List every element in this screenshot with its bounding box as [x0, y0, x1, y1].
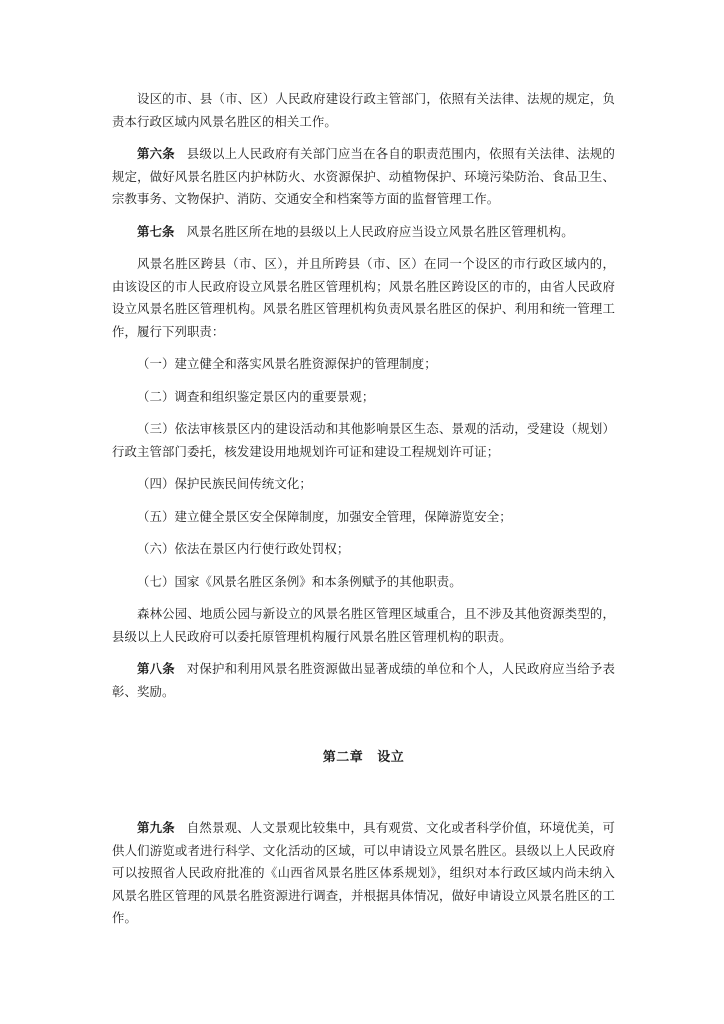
duty-text: （四）保护民族民间传统文化； [137, 476, 312, 491]
duty-item-1 [112, 353, 615, 376]
duty-item-2 [112, 386, 615, 409]
article-text: 风景名胜区所在地的县级以上人民政府应当设立风景名胜区管理机构。 [186, 223, 574, 239]
article-text: 县级以上人民政府有关部门应当在各自的职责范围内，依照有关法律、法规的规定，做好风景名胜区内护林防火、水资源保护、动植物保护、环境污染防治、食品卫生、宗教事务、文物保护、消防、交通安全和档案等方面的监督管理工作。 [112, 146, 615, 206]
duty-item-4 [112, 473, 615, 496]
chapter-heading [112, 747, 615, 769]
duty-item-6 [112, 538, 615, 561]
paragraph-text: 设区的市、县（市、区）人民政府建设行政主管部门，依照有关法律、法规的规定，负责本行政区域内风景名胜区的相关工作。 [112, 91, 615, 129]
duty-text: （六）依法在景区内行使行政处罚权； [137, 541, 350, 556]
article-label: 第八条 [137, 661, 175, 676]
paragraph-cross-region [112, 253, 615, 343]
duty-item-7 [112, 571, 615, 594]
duty-text: （五）建立健全景区安全保障制度，加强安全管理，保障游览安全； [137, 508, 512, 524]
article-label: 第九条 [137, 820, 175, 835]
article-9 [112, 817, 615, 930]
paragraph-continuation [112, 88, 615, 133]
paragraph-text: 风景名胜区跨县（市、区），并且所跨县（市、区）在同一个设区的市行政区域内的，由该设区的市人民政府设立风景名胜区管理机构；风景名胜区跨设区的市的，由省人民政府设立风景名胜区管理机构。风景名胜区管理机构负责风景名胜区的保护、利用和统一管理工作，履行下列职责： [112, 256, 615, 339]
article-7 [112, 221, 615, 244]
duty-text: （三）依法审核景区内的建设活动和其他影响景区生态、景观的活动，受建设（规划）行政主管部门委托，核发建设用地规划许可证和建设工程规划许可证； [112, 421, 615, 459]
duty-item-3 [112, 418, 615, 463]
paragraph-text: 森林公园、地质公园与新设立的风景名胜区管理区域重合，且不涉及其他资源类型的，县级以上人民政府可以委托原管理机构履行风景名胜区管理机构的职责。 [112, 606, 615, 644]
duty-item-5 [112, 506, 615, 529]
article-6 [112, 143, 615, 211]
article-text: 对保护和利用风景名胜资源做出显著成绩的单位和个人，人民政府应当给予表彰、奖励。 [112, 661, 615, 699]
duty-text: （二）调查和组织鉴定景区内的重要景观； [137, 388, 375, 404]
article-label: 第七条 [137, 223, 175, 239]
document-body [112, 88, 615, 940]
chapter-title: 设立 [377, 750, 405, 765]
article-label: 第六条 [137, 146, 175, 161]
paragraph-forest-park [112, 603, 615, 648]
chapter-number: 第二章 [322, 750, 364, 765]
duty-text: （七）国家《风景名胜区条例》和本条例赋予的其他职责。 [137, 573, 462, 589]
article-8 [112, 658, 615, 703]
duty-text: （一）建立健全和落实风景名胜资源保护的管理制度； [137, 356, 437, 371]
article-text: 自然景观、人文景观比较集中，具有观赏、文化或者科学价值，环境优美，可供人们游览或者进行科学、文化活动的区域，可以申请设立风景名胜区。县级以上人民政府可以按照省人民政府批准的《山西省风景名胜区体系规划》，组织对本行政区域内尚未纳入风景名胜区管理的风景名胜资源进行调查，并根据具体情况，做好申请设立风景名胜区的工作。 [112, 820, 615, 925]
